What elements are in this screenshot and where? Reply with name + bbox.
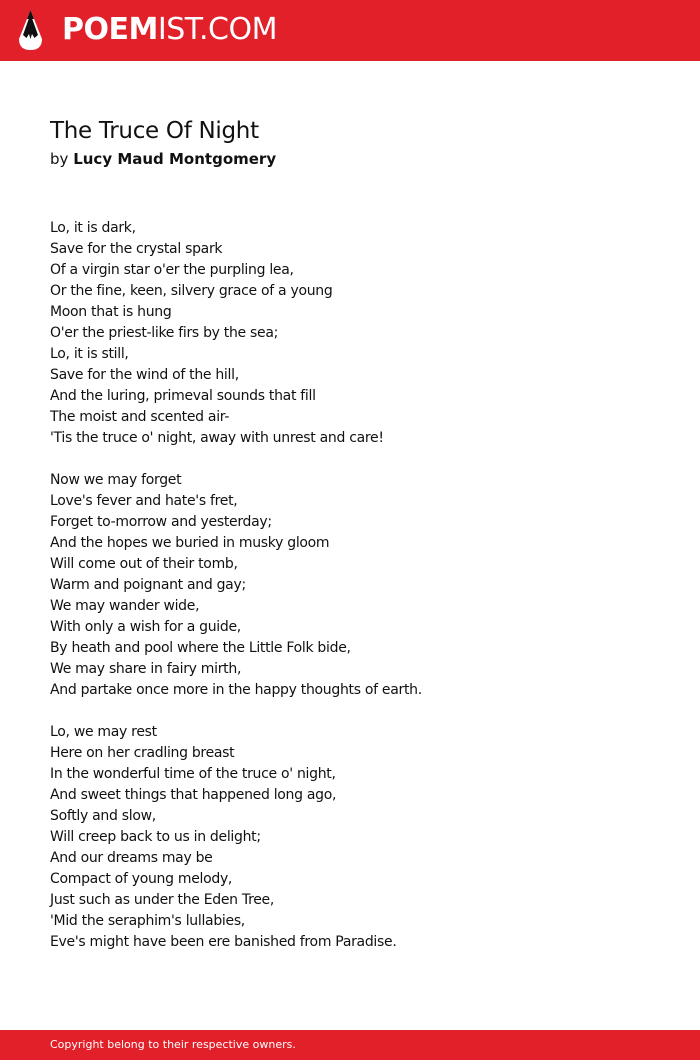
- poem-line: Love's fever and hate's fret,: [50, 493, 238, 509]
- poem-line: Just such as under the Eden Tree,: [50, 892, 275, 908]
- poem-line: And partake once more in the happy thoughts of earth.: [50, 682, 422, 698]
- poem-line: And sweet things that happened long ago,: [50, 787, 337, 803]
- poem-line: Lo, it is dark,: [50, 220, 136, 236]
- stanza: [50, 470, 670, 701]
- author-name: Lucy Maud Montgomery: [73, 150, 277, 168]
- poem-line: Eve's might have been ere banished from Paradise.: [50, 934, 397, 950]
- poem-line: Moon that is hung: [50, 304, 172, 320]
- poem-line: And the luring, primeval sounds that fill: [50, 388, 316, 404]
- poem-line: Compact of young melody,: [50, 871, 233, 887]
- poem-line: Will creep back to us in delight;: [50, 829, 261, 845]
- poem-line: Of a virgin star o'er the purpling lea,: [50, 262, 294, 278]
- poem-line: O'er the priest-like firs by the sea;: [50, 325, 279, 341]
- poem-line: Save for the wind of the hill,: [50, 367, 239, 383]
- poem-line: And the hopes we buried in musky gloom: [50, 535, 330, 551]
- poem-title: The Truce Of Night: [50, 118, 259, 144]
- site-logo-link[interactable]: [62, 10, 277, 50]
- poem-line: Forget to-morrow and yesterday;: [50, 514, 272, 530]
- poem-line: Softly and slow,: [50, 808, 156, 824]
- poem-line: 'Mid the seraphim's lullabies,: [50, 913, 245, 929]
- poem-line: And our dreams may be: [50, 850, 213, 866]
- copyright-text: Copyright belong to their respective owners.: [50, 1038, 296, 1051]
- site-footer: [0, 1030, 700, 1060]
- byline: [50, 148, 276, 170]
- stanza: [50, 722, 670, 953]
- poem-line: Will come out of their tomb,: [50, 556, 238, 572]
- poem-line: Now we may forget: [50, 472, 182, 488]
- poem-line: Warm and poignant and gay;: [50, 577, 246, 593]
- brand-light-text: IST.COM: [157, 12, 277, 47]
- poem-line: Here on her cradling breast: [50, 745, 235, 761]
- stanza: [50, 218, 670, 449]
- pencil-tip-icon[interactable]: [18, 9, 43, 51]
- poem-line: Save for the crystal spark: [50, 241, 223, 257]
- poem-line: Lo, we may rest: [50, 724, 157, 740]
- site-header: [0, 0, 700, 61]
- poem-body: [50, 218, 670, 974]
- poem-line: Lo, it is still,: [50, 346, 129, 362]
- poem-line: The moist and scented air-: [50, 409, 230, 425]
- by-label: by: [50, 150, 69, 168]
- poem-line: With only a wish for a guide,: [50, 619, 241, 635]
- poem-line: In the wonderful time of the truce o' night,: [50, 766, 336, 782]
- poem-line: We may wander wide,: [50, 598, 200, 614]
- poem-line: Or the fine, keen, silvery grace of a young: [50, 283, 333, 299]
- poem-line: 'Tis the truce o' night, away with unrest and care!: [50, 430, 384, 446]
- poem-line: We may share in fairy mirth,: [50, 661, 242, 677]
- poem-line: By heath and pool where the Little Folk bide,: [50, 640, 351, 656]
- brand-bold-text: POEM: [62, 12, 158, 47]
